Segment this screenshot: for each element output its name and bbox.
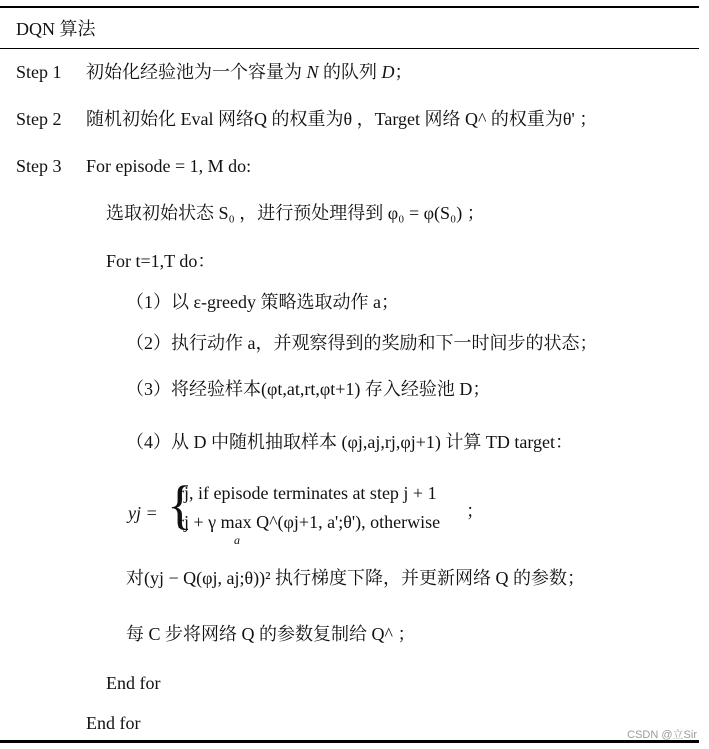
copy-step: 每 C 步将网络 Q 的参数复制给 Q^ ； [126,624,416,644]
step3-label: Step 3 [16,156,62,176]
formula-brace: { [167,475,193,535]
end-for-inner: End for [106,673,161,693]
step1-text: 初始化经验池为一个容量为 N 的队列 D； [86,62,413,82]
sub-step-4: （4）从 D 中随机抽取样本 (φj,aj,rj,φj+1) 计算 TD target： [126,432,574,452]
end-for-outer: End for [86,713,141,733]
top-rule [0,6,699,8]
formula-case-1: rj, if episode terminates at step j + 1 [178,483,437,503]
step1-label: Step 1 [16,62,62,82]
formula-end: ； [466,501,484,521]
formula-lhs: yj = [128,503,158,523]
init-state-line: 选取初始状态 S₀ ，进行预处理得到 φ₀ = φ(S₀) ； [106,203,485,223]
step2-text: 随机初始化 Eval 网络Q 的权重为θ ，Target 网络 Q^ 的权重为θ' ； [86,109,598,129]
for-t-line: For t=1,T do： [106,251,216,271]
sub-step-3: （3）将经验样本(φt,at,rt,φt+1) 存入经验池 D； [126,379,491,399]
step3-text: For episode = 1, M do: [86,156,252,176]
bottom-rule [0,740,699,743]
formula-case-2: rj + γ max Q^(φj+1, a';θ'), otherwise [178,512,441,532]
header-rule [0,48,699,49]
step2-label: Step 2 [16,109,62,129]
gradient-step: 对(yj − Q(φj, aj;θ))² 执行梯度下降，并更新网络 Q 的参数； [126,568,586,588]
watermark: CSDN @立Sir [627,729,697,741]
table-title: DQN 算法 [16,19,96,39]
formula-max-subscript: a [234,533,240,547]
sub-step-2: （2）执行动作 a，并观察得到的奖励和下一时间步的状态； [126,333,598,353]
sub-step-1: （1）以 ε-greedy 策略选取动作 a； [126,292,400,312]
